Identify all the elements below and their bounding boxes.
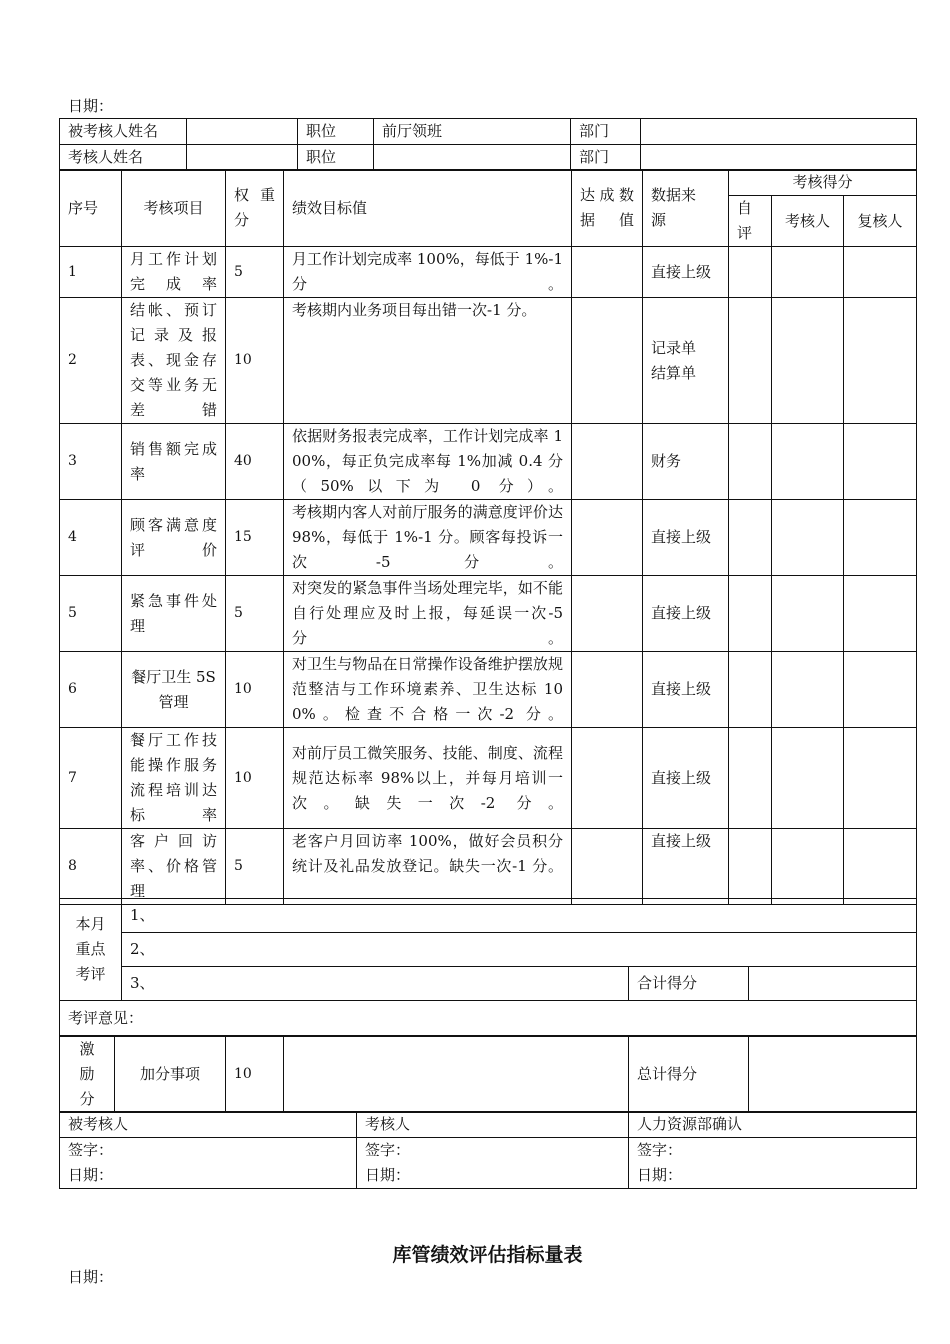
col-reviewer: 复核人 bbox=[844, 196, 917, 247]
row-source: 直接上级 bbox=[643, 500, 729, 576]
table-row bbox=[60, 424, 917, 500]
kpi-table bbox=[59, 169, 917, 905]
row-reviewer-score[interactable] bbox=[844, 247, 917, 298]
col-self: 自评 bbox=[729, 196, 772, 247]
row-seq: 7 bbox=[60, 728, 122, 829]
signature-block-hr[interactable] bbox=[629, 1138, 917, 1189]
row-target: 月工作计划完成率 100%，每低于 1%-1 分。 bbox=[284, 247, 572, 298]
comments-label: 考评意见： bbox=[60, 1001, 917, 1036]
col-weight: 权 重分 bbox=[226, 170, 284, 247]
row-achieved[interactable] bbox=[572, 500, 643, 576]
subtotal-label: 合计得分 bbox=[629, 967, 749, 1001]
row-examiner-score[interactable] bbox=[772, 652, 844, 728]
bonus-item: 加分事项 bbox=[115, 1037, 226, 1113]
row-examiner-score[interactable] bbox=[772, 424, 844, 500]
position-label: 职位 bbox=[298, 119, 374, 145]
row-item: 餐厅工作技能操作服务流程培训达标率 bbox=[122, 728, 226, 829]
row-source: 直接上级 bbox=[643, 247, 729, 298]
row-reviewer-score[interactable] bbox=[844, 652, 917, 728]
row-source: 直接上级 bbox=[643, 728, 729, 829]
examinee-name-field[interactable] bbox=[187, 119, 298, 145]
row-self-score[interactable] bbox=[729, 576, 772, 652]
row-self-score[interactable] bbox=[729, 247, 772, 298]
row-seq: 3 bbox=[60, 424, 122, 500]
row-source: 直接上级 bbox=[643, 829, 729, 905]
date-label: 日期： bbox=[68, 97, 114, 115]
department-label: 部门 bbox=[571, 119, 641, 145]
row-seq: 4 bbox=[60, 500, 122, 576]
row-item: 餐厅卫生 5S 管理 bbox=[122, 652, 226, 728]
row-seq: 5 bbox=[60, 576, 122, 652]
row-examiner-score[interactable] bbox=[772, 728, 844, 829]
examinee-name-label: 被考核人姓名 bbox=[60, 119, 187, 145]
table-row bbox=[60, 728, 917, 829]
table-row bbox=[60, 247, 917, 298]
sign-label: 签字： bbox=[365, 1141, 411, 1159]
row-item: 销售额完成率 bbox=[122, 424, 226, 500]
row-achieved[interactable] bbox=[572, 298, 643, 424]
row-examiner-score[interactable] bbox=[772, 500, 844, 576]
sign-date-label: 日期： bbox=[637, 1166, 683, 1184]
examiner-position-label: 职位 bbox=[298, 145, 374, 171]
row-weight: 10 bbox=[226, 298, 284, 424]
signature-block-examinee[interactable] bbox=[60, 1138, 357, 1189]
col-examiner: 考核人 bbox=[772, 196, 844, 247]
row-achieved[interactable] bbox=[572, 829, 643, 905]
position-value[interactable]: 前厅领班 bbox=[374, 119, 571, 145]
row-achieved[interactable] bbox=[572, 247, 643, 298]
row-seq: 6 bbox=[60, 652, 122, 728]
sign-date-label: 日期： bbox=[68, 1166, 114, 1184]
row-self-score[interactable] bbox=[729, 298, 772, 424]
row-source: 直接上级 bbox=[643, 576, 729, 652]
row-weight: 5 bbox=[226, 247, 284, 298]
row-item: 客户回访率、价格管理 bbox=[122, 829, 226, 905]
signature-table bbox=[59, 1111, 917, 1189]
signature-role-examinee: 被考核人 bbox=[60, 1112, 357, 1138]
row-source: 记录单结算单 bbox=[643, 298, 729, 424]
row-seq: 1 bbox=[60, 247, 122, 298]
row-seq: 8 bbox=[60, 829, 122, 905]
table-row bbox=[60, 298, 917, 424]
row-item: 紧急事件处理 bbox=[122, 576, 226, 652]
row-self-score[interactable] bbox=[729, 500, 772, 576]
table-row bbox=[60, 829, 917, 905]
row-target: 对卫生与物品在日常操作设备维护摆放规范整洁与工作环境素养、卫生达标 100%。检查不合格一次-2 分。 bbox=[284, 652, 572, 728]
row-seq: 2 bbox=[60, 298, 122, 424]
row-self-score[interactable] bbox=[729, 652, 772, 728]
row-target: 考核期内客人对前厅服务的满意度评价达 98%，每低于 1%-1 分。顾客每投诉一次-5 分。 bbox=[284, 500, 572, 576]
row-self-score[interactable] bbox=[729, 829, 772, 905]
row-target: 依据财务报表完成率，工作计划完成率 100%，每正负完成率每 1%加减 0.4 分（50%以下为 0 分）。 bbox=[284, 424, 572, 500]
row-target: 对前厅员工微笑服务、技能、制度、流程规范达标率 98%以上，并每月培训一次。缺失一次-2 分。 bbox=[284, 728, 572, 829]
focus-table bbox=[59, 898, 917, 1036]
examiner-department-label: 部门 bbox=[571, 145, 641, 171]
signature-block-examiner[interactable] bbox=[357, 1138, 629, 1189]
row-target: 对突发的紧急事件当场处理完毕，如不能自行处理应及时上报，每延误一次-5 分。 bbox=[284, 576, 572, 652]
row-reviewer-score[interactable] bbox=[844, 576, 917, 652]
row-self-score[interactable] bbox=[729, 728, 772, 829]
row-weight: 15 bbox=[226, 500, 284, 576]
subtotal-value[interactable] bbox=[749, 967, 917, 1001]
table-row bbox=[60, 652, 917, 728]
row-self-score[interactable] bbox=[729, 424, 772, 500]
table-row bbox=[60, 500, 917, 576]
sign-date-label: 日期： bbox=[365, 1166, 411, 1184]
row-examiner-score[interactable] bbox=[772, 298, 844, 424]
examiner-position-field[interactable] bbox=[374, 145, 571, 171]
row-weight: 40 bbox=[226, 424, 284, 500]
row-target: 老客户月回访率 100%，做好会员积分统计及礼品发放登记。缺失一次-1 分。 bbox=[284, 829, 572, 905]
row-achieved[interactable] bbox=[572, 728, 643, 829]
row-weight: 10 bbox=[226, 728, 284, 829]
row-reviewer-score[interactable] bbox=[844, 829, 917, 905]
row-weight: 5 bbox=[226, 829, 284, 905]
bonus-weight: 10 bbox=[226, 1037, 284, 1113]
focus-item-1[interactable]: 1、 bbox=[122, 899, 917, 933]
row-reviewer-score[interactable] bbox=[844, 298, 917, 424]
row-source: 直接上级 bbox=[643, 652, 729, 728]
department-field[interactable] bbox=[641, 119, 917, 145]
row-item: 结帐、预订记录及报表、现金存交等业务无差错 bbox=[122, 298, 226, 424]
sign-label: 签字： bbox=[637, 1141, 683, 1159]
row-achieved[interactable] bbox=[572, 652, 643, 728]
row-source: 财务 bbox=[643, 424, 729, 500]
col-item: 考核项目 bbox=[122, 170, 226, 247]
examiner-name-label: 考核人姓名 bbox=[60, 145, 187, 171]
focus-label: 本月重点考评 bbox=[60, 899, 122, 1001]
row-weight: 10 bbox=[226, 652, 284, 728]
focus-item-2[interactable]: 2、 bbox=[122, 933, 917, 967]
row-achieved[interactable] bbox=[572, 424, 643, 500]
row-weight: 5 bbox=[226, 576, 284, 652]
signature-role-examiner: 考核人 bbox=[357, 1112, 629, 1138]
row-reviewer-score[interactable] bbox=[844, 500, 917, 576]
next-form-title: 库管绩效评估指标量表 bbox=[392, 1244, 583, 1266]
total-label: 总计得分 bbox=[629, 1037, 749, 1113]
examiner-department-field[interactable] bbox=[641, 145, 917, 171]
col-score-group: 考核得分 bbox=[729, 170, 917, 196]
row-examiner-score[interactable] bbox=[772, 247, 844, 298]
col-seq: 序号 bbox=[60, 170, 122, 247]
row-achieved[interactable] bbox=[572, 576, 643, 652]
col-source: 数据来源 bbox=[643, 170, 729, 247]
row-target: 考核期内业务项目每出错一次-1 分。 bbox=[284, 298, 572, 424]
row-reviewer-score[interactable] bbox=[844, 728, 917, 829]
bonus-table bbox=[59, 1036, 917, 1113]
bonus-details[interactable] bbox=[284, 1037, 629, 1113]
row-item: 顾客满意度评价 bbox=[122, 500, 226, 576]
focus-item-3[interactable]: 3、 bbox=[122, 967, 629, 1001]
signature-role-hr: 人力资源部确认 bbox=[629, 1112, 917, 1138]
col-target: 绩效目标值 bbox=[284, 170, 572, 247]
examinee-info-table bbox=[59, 118, 917, 171]
next-date-label: 日期： bbox=[68, 1268, 114, 1286]
row-item: 月工作计划完成率 bbox=[122, 247, 226, 298]
examiner-name-field[interactable] bbox=[187, 145, 298, 171]
bonus-label: 激励分 bbox=[60, 1037, 115, 1113]
row-reviewer-score[interactable] bbox=[844, 424, 917, 500]
sign-label: 签字： bbox=[68, 1141, 114, 1159]
total-value[interactable] bbox=[749, 1037, 917, 1113]
table-row bbox=[60, 576, 917, 652]
row-examiner-score[interactable] bbox=[772, 829, 844, 905]
col-achieved: 达成数据值 bbox=[572, 170, 643, 247]
row-examiner-score[interactable] bbox=[772, 576, 844, 652]
